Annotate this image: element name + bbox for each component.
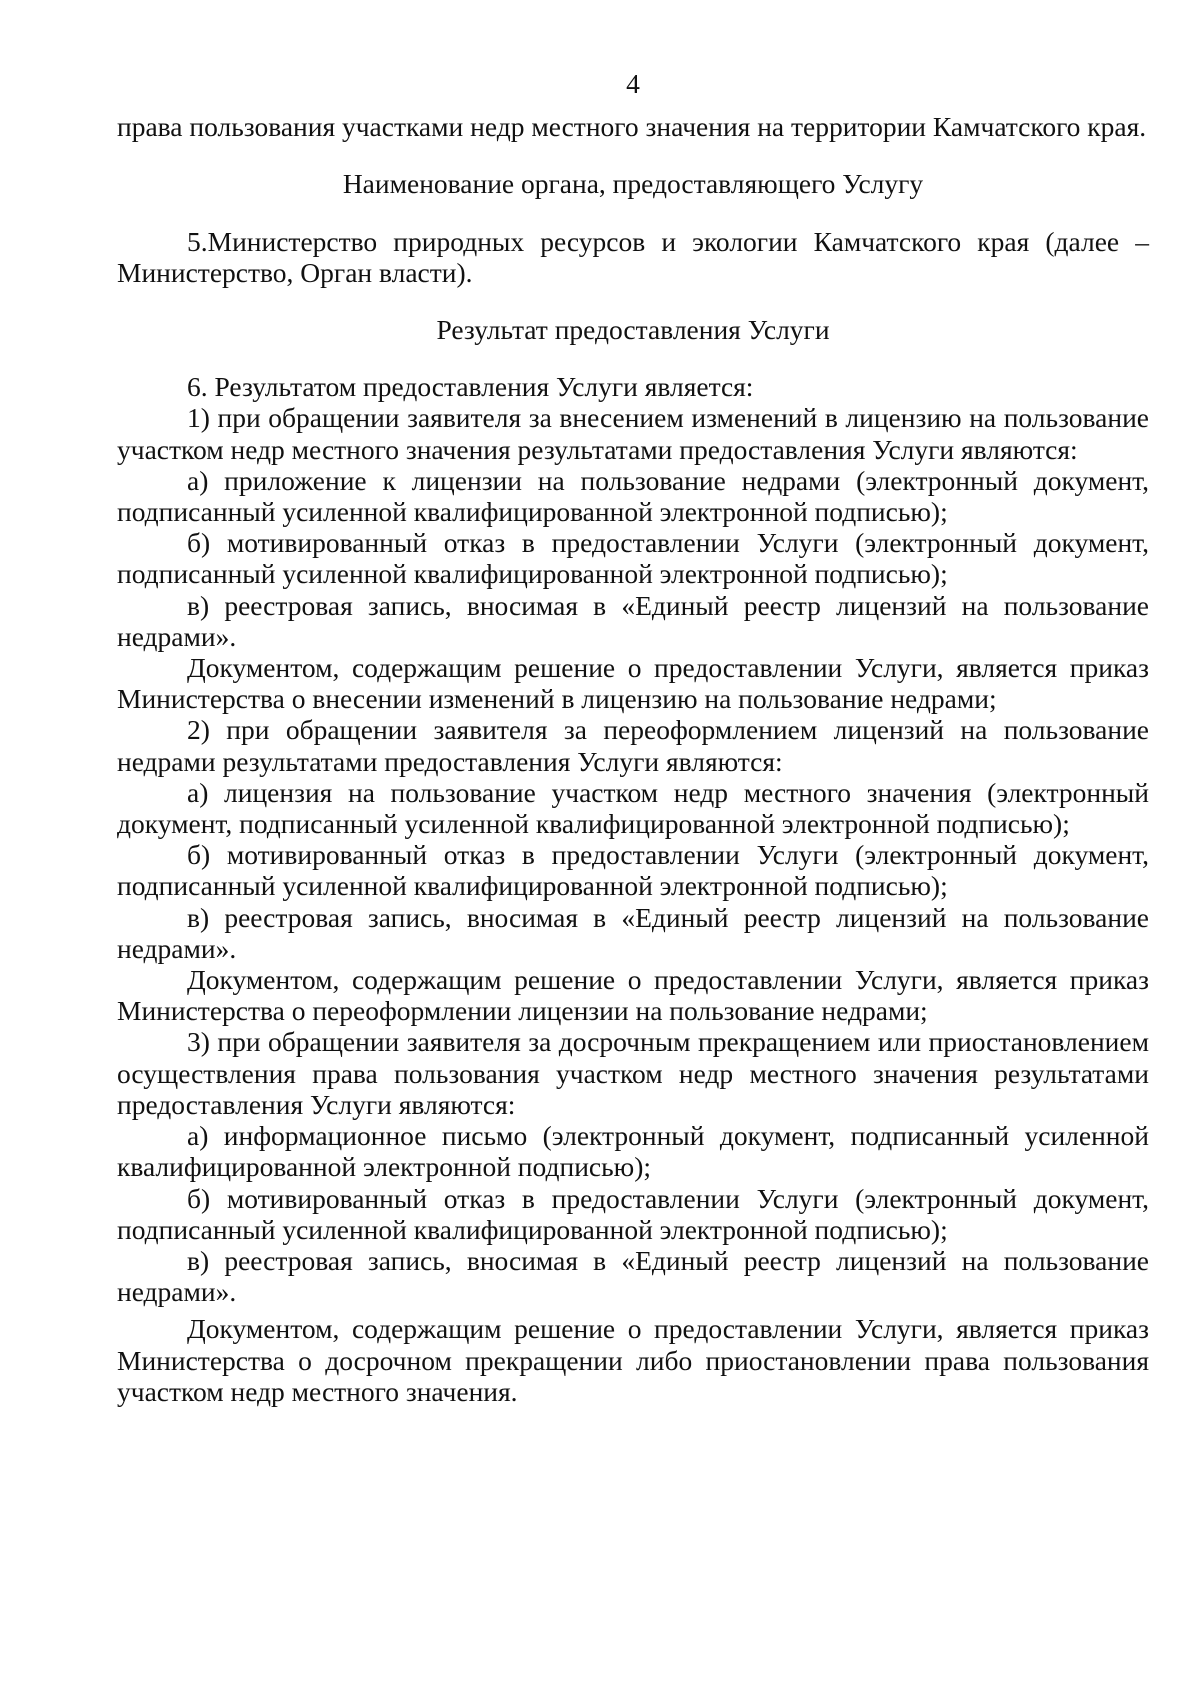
decision-document-paragraph: Документом, содержащим решение о предоставлении Услуги, является приказ Министерства о переоформлении лицензии на пользование недрами; [117,964,1149,1027]
list-item: а) лицензия на пользование участком недр местного значения (электронный документ, подписанный усиленной квалифицированной электронной подписью); [117,776,1149,840]
list-item: б) мотивированный отказ в предоставлении Услуги (электронный документ, подписанный усиленной квалифицированной электронной подписью); [117,527,1149,590]
document-page [117,68,1149,1407]
list-item: в) реестровая запись, вносимая в «Единый реестр лицензий на пользование недрами». [117,1244,1149,1308]
list-item: 3) при обращении заявителя за досрочным прекращением или приостановлением осуществления права пользования участком недр местного значения результатами предоставления Услуги являются: [117,1026,1149,1120]
decision-document-paragraph: Документом, содержащим решение о предоставлении Услуги, является приказ Министерства о внесении изменений в лицензию на пользование недрами; [117,652,1149,715]
decision-document-paragraph: Документом, содержащим решение о предоставлении Услуги, является приказ Министерства о досрочном прекращении либо приостановлении права пользования участком недр местного значения. [117,1313,1149,1407]
list-item: 1) при обращении заявителя за внесением изменений в лицензию на пользование участком недр местного значения результатами предоставления Услуги являются: [117,402,1149,465]
continuation-paragraph: права пользования участками недр местного значения на территории Камчатского края. [117,111,1147,143]
list-item: а) приложение к лицензии на пользование недрами (электронный документ, подписанный усиленной квалифицированной электронной подписью); [117,464,1149,528]
paragraph-5: 5.Министерство природных ресурсов и экологии Камчатского края (далее – Министерство, Орган власти). [117,225,1149,288]
list-item: б) мотивированный отказ в предоставлении Услуги (электронный документ, подписанный усиленной квалифицированной электронной подписью); [117,1182,1149,1245]
page-number: 4 [626,68,640,99]
paragraph-6-intro: 6. Результатом предоставления Услуги является: [187,371,754,403]
list-item: а) информационное письмо (электронный документ, подписанный усиленной квалифицированной электронной подписью); [117,1120,1149,1183]
list-item: 2) при обращении заявителя за переоформлением лицензий на пользование недрами результатами предоставления Услуги являются: [117,714,1149,777]
list-item: в) реестровая запись, вносимая в «Единый реестр лицензий на пользование недрами». [117,589,1149,652]
list-item: б) мотивированный отказ в предоставлении Услуги (электронный документ, подписанный усиленной квалифицированной электронной подписью); [117,839,1149,902]
section-heading-organ: Наименование органа, предоставляющего Услугу [342,168,924,200]
section-heading-result: Результат предоставления Услуги [436,314,830,346]
list-item: в) реестровая запись, вносимая в «Единый реестр лицензий на пользование недрами». [117,901,1149,964]
